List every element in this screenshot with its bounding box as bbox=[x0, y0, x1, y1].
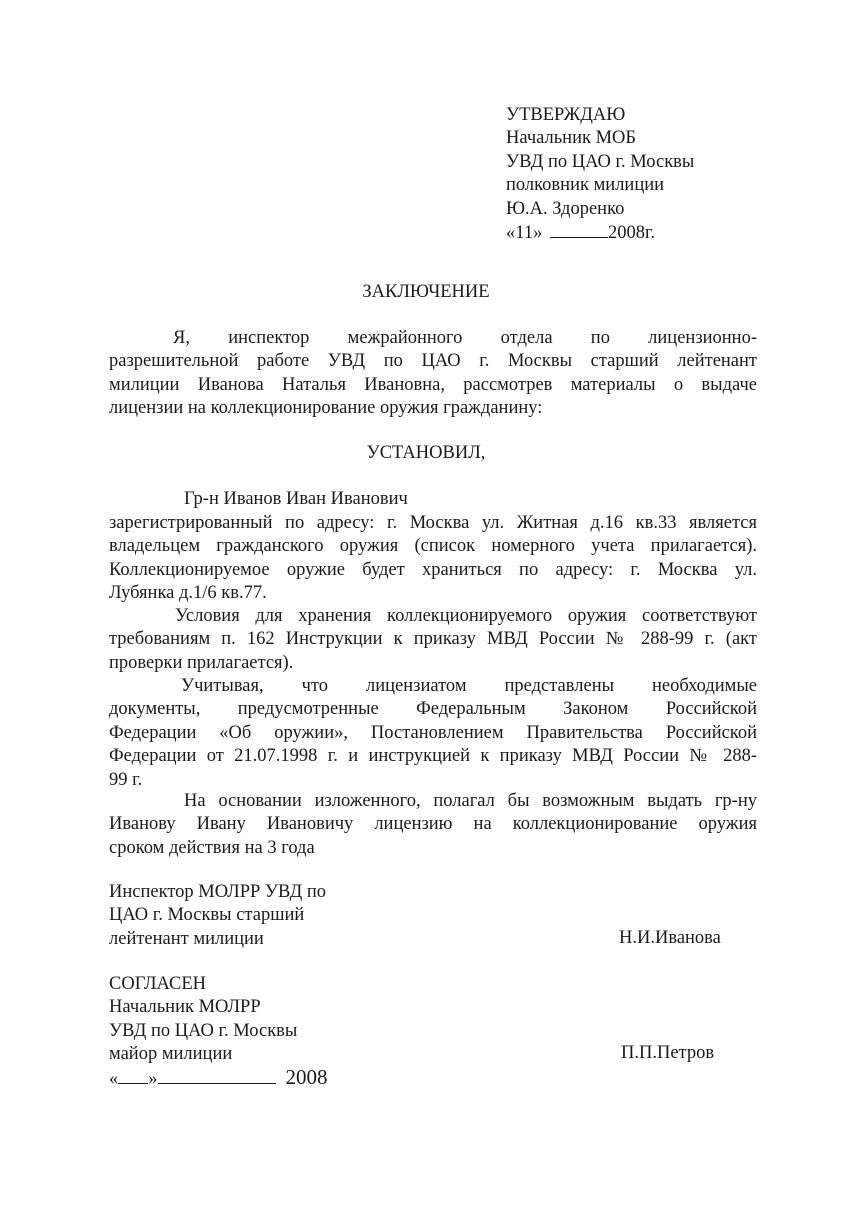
agreed-rank: майор милиции bbox=[109, 1044, 233, 1065]
conclusion-line: сроком действия на 3 года bbox=[109, 837, 315, 858]
considering-line: Федерации от 21.07.1998 г. и инструкцией к приказу МВД России № 288- bbox=[109, 746, 757, 767]
agreed-date bbox=[109, 1065, 328, 1090]
inspector-department: ЦАО г. Москвы старший bbox=[109, 905, 305, 926]
intro-line: разрешительной работе УВД по ЦАО г. Москвы старший лейтенант bbox=[109, 351, 757, 372]
approval-date-day: «11» bbox=[506, 223, 543, 244]
approver-rank: полковник милиции bbox=[506, 175, 665, 196]
agreed-date-close-quote: » bbox=[148, 1069, 158, 1089]
storage-line: Условия для хранения коллекционируемого оружия соответствуют bbox=[175, 606, 757, 626]
approval-date-year: 2008г. bbox=[607, 223, 656, 244]
agreed-position: Начальник МОЛРР bbox=[109, 997, 261, 1018]
agreed-signature-block bbox=[109, 973, 297, 1067]
approval-date bbox=[506, 221, 694, 245]
inspector-signature-block bbox=[109, 881, 326, 951]
citizen-line: зарегистрированный по адресу: г. Москва ул. Житная д.16 кв.33 является bbox=[109, 513, 757, 533]
storage-line: требованиям п. 162 Инструкции к приказу МВД России № 288-99 г. (акт bbox=[109, 629, 757, 650]
approval-date-month-blank bbox=[550, 221, 608, 238]
agreed-date-year: 2008 bbox=[285, 1065, 328, 1089]
established-heading: УСТАНОВИЛ, bbox=[366, 443, 486, 463]
approval-block bbox=[506, 104, 694, 245]
citizen-line: Коллекционируемое оружие будет храниться по адресу: г. Москва ул. bbox=[109, 559, 757, 580]
agreed-date-day-blank bbox=[118, 1067, 148, 1084]
storage-line: проверки прилагается). bbox=[109, 652, 294, 673]
considering-line: документы, предусмотренные Федеральным Законом Российской bbox=[109, 699, 757, 720]
conclusion-line: Иванову Ивану Ивановичу лицензию на коллекционирование оружия bbox=[109, 814, 757, 835]
approver-position: Начальник МОБ bbox=[506, 128, 637, 149]
considering-line: Учитывая, что лицензиатом представлены необходимые bbox=[181, 676, 757, 696]
storage-paragraph bbox=[109, 605, 757, 675]
inspector-rank: лейтенант милиции bbox=[109, 928, 264, 949]
intro-line: Я, инспектор межрайонного отдела по лицензионно- bbox=[173, 328, 757, 348]
agreed-signature-name: П.П.Петров bbox=[621, 1043, 715, 1063]
considering-line: 99 г. bbox=[109, 769, 143, 790]
intro-paragraph bbox=[109, 327, 757, 421]
agreed-heading: СОГЛАСЕН bbox=[109, 974, 206, 994]
intro-line: лицензии на коллекционирование оружия гражданину: bbox=[109, 398, 543, 419]
considering-paragraph bbox=[109, 675, 757, 792]
citizen-paragraph bbox=[109, 512, 757, 606]
considering-line: Федерации «Об оружии», Постановлением Правительства Российской bbox=[109, 722, 757, 743]
citizen-name: Гр-н Иванов Иван Иванович bbox=[184, 489, 408, 509]
conclusion-paragraph bbox=[109, 790, 757, 860]
inspector-signature-name: Н.И.Иванова bbox=[619, 928, 721, 948]
document-title: ЗАКЛЮЧЕНИЕ bbox=[362, 282, 490, 302]
inspector-position: Инспектор МОЛРР УВД по bbox=[109, 882, 327, 902]
approver-department: УВД по ЦАО г. Москвы bbox=[506, 151, 695, 172]
agreed-date-month-blank bbox=[158, 1067, 276, 1084]
conclusion-line: На основании изложенного, полагал бы возможным выдать гр-ну bbox=[184, 791, 757, 811]
agreed-date-open-quote: « bbox=[109, 1069, 119, 1089]
agreed-department: УВД по ЦАО г. Москвы bbox=[109, 1020, 298, 1041]
citizen-line: Лубянка д.1/6 кв.77. bbox=[109, 583, 267, 604]
citizen-line: владельцем гражданского оружия (список номерного учета прилагается). bbox=[109, 536, 757, 557]
approval-heading: УТВЕРЖДАЮ bbox=[506, 105, 626, 125]
approver-name: Ю.А. Здоренко bbox=[506, 198, 625, 219]
intro-line: милиции Иванова Наталья Ивановна, рассмотрев материалы о выдаче bbox=[109, 374, 757, 395]
